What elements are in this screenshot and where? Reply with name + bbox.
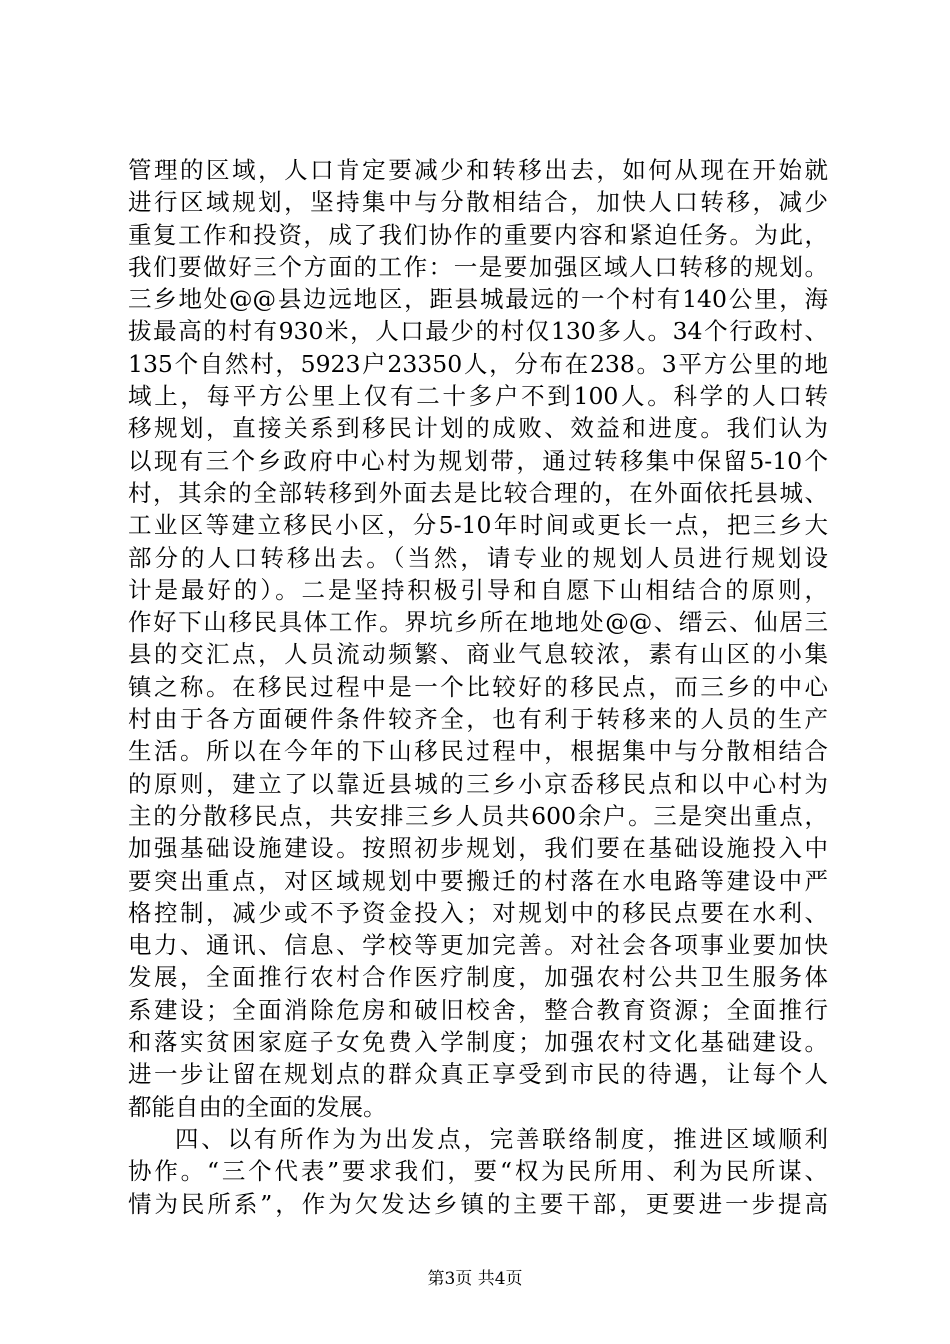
- text-line: 格控制，减少或不予资金投入；对规划中的移民点要在水利、: [128, 898, 828, 927]
- text-line: 和落实贫困家庭子女免费入学制度；加强农村文化基础建设。: [128, 1028, 828, 1057]
- text-line: 135个自然村，5923户23350人，分布在238。3平方公里的地: [128, 349, 828, 378]
- text-line: 村由于各方面硬件条件较齐全，也有利于转移来的人员的生产: [128, 705, 828, 734]
- text-line: 进行区域规划，坚持集中与分散相结合，加快人口转移，减少: [128, 188, 828, 217]
- text-line: 部分的人口转移出去。（当然，请专业的规划人员进行规划设: [128, 543, 828, 572]
- text-line: 系建设；全面消除危房和破旧校舍，整合教育资源；全面推行: [128, 995, 828, 1024]
- text-line: 以现有三个乡政府中心村为规划带，通过转移集中保留5-10个: [128, 446, 828, 475]
- text-line: 镇之称。在移民过程中是一个比较好的移民点，而三乡的中心: [128, 672, 828, 701]
- text-line: 村，其余的全部转移到外面去是比较合理的，在外面依托县城、: [128, 478, 828, 507]
- text-line: 作好下山移民具体工作。界坑乡所在地地处@@、缙云、仙居三: [128, 608, 828, 637]
- text-line: 生活。所以在今年的下山移民过程中，根据集中与分散相结合: [128, 737, 828, 766]
- text-line: 拔最高的村有930米，人口最少的村仅130多人。34个行政村、: [128, 317, 828, 346]
- text-line: 计是最好的）。二是坚持积极引导和自愿下山相结合的原则，: [128, 575, 828, 604]
- text-line: 管理的区域，人口肯定要减少和转移出去，如何从现在开始就: [128, 156, 828, 184]
- text-line: 的原则，建立了以靠近县城的三乡小京岙移民点和以中心村为: [128, 769, 828, 798]
- text-line: 进一步让留在规划点的群众真正享受到市民的待遇，让每个人: [128, 1060, 828, 1089]
- text-line: 电力、通讯、信息、学校等更加完善。对社会各项事业要加快: [128, 931, 828, 960]
- text-line: 工业区等建立移民小区，分5-10年时间或更长一点，把三乡大: [128, 511, 828, 540]
- text-line: 要突出重点，对区域规划中要搬迁的村落在水电路等建设中严: [128, 866, 828, 895]
- text-line: 重复工作和投资，成了我们协作的重要内容和紧迫任务。为此，: [128, 220, 828, 249]
- text-line: 都能自由的全面的发展。: [128, 1092, 387, 1121]
- text-line: 主的分散移民点，共安排三乡人员共600余户。三是突出重点，: [128, 801, 828, 830]
- text-line: 发展，全面推行农村合作医疗制度，加强农村公共卫生服务体: [128, 963, 828, 992]
- paragraph: [128, 1123, 828, 1220]
- text-line: 四、以有所作为为出发点，完善联络制度，推进区域顺利: [175, 1124, 828, 1153]
- document-body: [128, 154, 828, 1220]
- paragraph: [128, 154, 828, 1123]
- text-line: 我们要做好三个方面的工作：一是要加强区域人口转移的规划。: [128, 252, 828, 281]
- text-line: 协作。“三个代表”要求我们，要“权为民所用、利为民所谋、: [128, 1157, 828, 1186]
- text-line: 移规划，直接关系到移民计划的成败、效益和进度。我们认为: [128, 414, 828, 443]
- text-line: 县的交汇点，人员流动频繁、商业气息较浓，素有山区的小集: [128, 640, 828, 669]
- page-footer: 第3页 共4页: [427, 1269, 523, 1289]
- text-line: 加强基础设施建设。按照初步规划，我们要在基础设施投入中: [128, 834, 828, 863]
- text-line: 情为民所系”，作为欠发达乡镇的主要干部，更要进一步提高: [128, 1189, 828, 1218]
- text-line: 域上，每平方公里上仅有二十多户不到100人。科学的人口转: [128, 382, 828, 411]
- text-line: 三乡地处@@县边远地区，距县城最远的一个村有140公里，海: [128, 285, 828, 314]
